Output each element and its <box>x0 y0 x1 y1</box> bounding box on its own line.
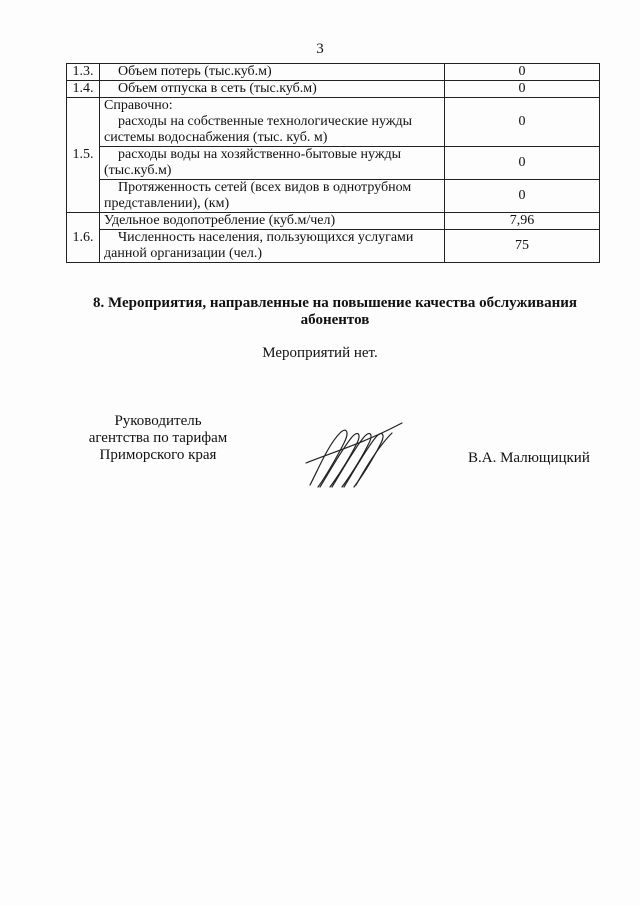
row-value: 0 <box>445 81 600 98</box>
row-value: 0 <box>445 98 600 147</box>
row-number: 1.4. <box>67 81 100 98</box>
table-row <box>67 81 600 98</box>
table-row <box>67 213 600 230</box>
row-label: расходы воды на хозяйственно-бытовые нужды (тыс.куб.м) <box>100 147 445 180</box>
section-text: Мероприятий нет. <box>262 345 378 361</box>
table-row <box>67 98 600 147</box>
row-label <box>100 98 445 147</box>
row-label: Протяженность сетей (всех видов в однотрубном представлении), (км) <box>100 180 445 213</box>
own-needs-label: расходы на собственные технологические нужды системы водоснабжения (тыс. куб. м) <box>104 114 413 145</box>
indicators-table <box>66 63 600 263</box>
row-label: Численность населения, пользующихся услугами данной организации (чел.) <box>100 230 445 263</box>
row-number: 1.6. <box>67 213 100 263</box>
signer-title-line: Приморского края <box>99 447 217 463</box>
signer-title <box>68 413 248 464</box>
row-value: 75 <box>445 230 600 263</box>
row-number: 1.3. <box>67 64 100 81</box>
handwritten-signature <box>300 415 410 495</box>
row-number: 1.5. <box>67 98 100 213</box>
row-label: Удельное водопотребление (куб.м/чел) <box>100 213 445 230</box>
table-row <box>67 64 600 81</box>
row-value: 0 <box>445 64 600 81</box>
row-value: 0 <box>445 180 600 213</box>
row-value: 0 <box>445 147 600 180</box>
signer-title-line: Руководитель <box>114 413 202 429</box>
table-row <box>67 180 600 213</box>
page-number: 3 <box>316 41 324 57</box>
row-value: 7,96 <box>445 213 600 230</box>
table-row <box>67 230 600 263</box>
row-label: Объем потерь (тыс.куб.м) <box>100 64 445 81</box>
table-row <box>67 147 600 180</box>
signer-name: В.А. Малющицкий <box>468 450 590 466</box>
reference-label: Справочно: <box>104 98 173 113</box>
signer-title-line: агентства по тарифам <box>88 430 228 446</box>
row-label: Объем отпуска в сеть (тыс.куб.м) <box>100 81 445 98</box>
section-heading: 8. Мероприятия, направленные на повышение качества обслуживания абонентов <box>92 295 577 328</box>
